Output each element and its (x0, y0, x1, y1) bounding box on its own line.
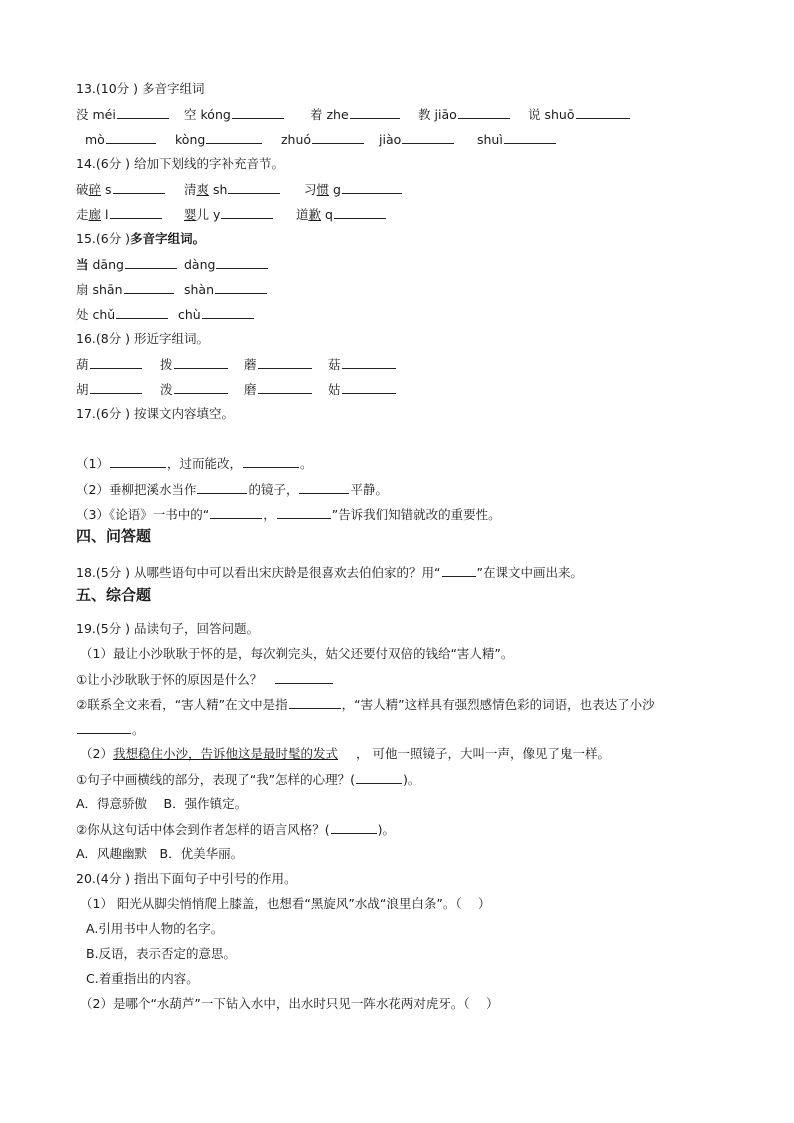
answer-blank[interactable] (299, 481, 349, 494)
answer-blank[interactable] (197, 481, 247, 494)
answer-blank[interactable] (206, 131, 262, 144)
answer-blank[interactable] (350, 106, 400, 119)
answer-blank[interactable] (174, 356, 228, 369)
q16-row2: 胡 泼 磨 姑 (76, 381, 412, 398)
answer-blank[interactable] (125, 256, 177, 269)
q14-heading: 14.(6分 ) 给加下划线的字补充音节。 (76, 156, 285, 171)
answer-blank[interactable] (331, 821, 377, 834)
answer-blank[interactable] (258, 381, 312, 394)
q17-line1: （1） ，过而能改， 。 (76, 456, 313, 471)
answer-blank[interactable] (277, 506, 331, 519)
answer-blank[interactable] (113, 181, 165, 194)
answer-blank[interactable] (90, 356, 142, 369)
answer-blank[interactable] (216, 256, 268, 269)
q13-item: mò (85, 131, 175, 148)
q13-row2 (85, 131, 567, 148)
q13-heading: 13.(10分 ) 多音字组词 (76, 81, 205, 96)
answer-blank[interactable] (221, 206, 273, 219)
q13-item: kòng (175, 131, 281, 148)
section-heading-5: 五、综合题 (76, 586, 152, 604)
answer-blank[interactable] (342, 181, 402, 194)
q14-item: 习惯 g (304, 181, 414, 198)
q20-heading: 20.(4分 ) 指出下面句子中引号的作用。 (76, 871, 297, 886)
q19-question1: ①让小沙耿耿于怀的原因是什么？ (76, 671, 334, 688)
answer-blank[interactable] (174, 381, 228, 394)
q13-row1 (76, 106, 638, 123)
answer-blank[interactable] (312, 131, 364, 144)
answer-blank[interactable] (232, 106, 284, 119)
answer-blank[interactable] (110, 455, 166, 468)
q16-heading: 16.(8分 ) 形近字组词。 (76, 331, 210, 346)
q13-item: 着 zhe (310, 106, 406, 123)
q19-question4: ②你从这句话中体会到作者怎样的语言风格？( )。 (76, 822, 395, 837)
section-heading-4: 四、问答题 (76, 527, 152, 545)
q13-item: zhuó (281, 131, 379, 148)
q14-item: 道歉 q (296, 206, 406, 223)
answer-blank[interactable] (576, 106, 630, 119)
q19-passage1: （1）最让小沙耿耿于怀的是，每次剃完头，姑父还要付双倍的钱给“害人精”。 (80, 646, 514, 661)
q14-item: 破碎 s (76, 181, 184, 198)
answer-blank[interactable] (124, 281, 174, 294)
answer-blank[interactable] (117, 106, 169, 119)
answer-blank[interactable] (342, 381, 396, 394)
answer-blank[interactable] (77, 721, 131, 734)
answer-blank[interactable] (402, 131, 454, 144)
q17-line2: （2）垂柳把溪水当作 的镜子， 平静。 (76, 482, 388, 497)
q13-item: 空 kóng (184, 106, 280, 123)
q20-sentence2: （2）是哪个“水葫芦”一下钻入水中，出水时只见一阵水花两对虎牙。（ ） (80, 996, 499, 1011)
q18-text: 18.(5分 ) 从哪些语句中可以看出宋庆龄是很喜欢去伯伯家的？用“ ”在课文中画出来。 (76, 565, 583, 580)
q14-item: 走廊 l (76, 206, 184, 223)
answer-blank[interactable] (342, 356, 396, 369)
q14-item: 清爽 sh (184, 181, 304, 198)
answer-blank[interactable] (458, 106, 510, 119)
q13-item: jiào (379, 131, 477, 148)
answer-blank[interactable] (106, 131, 156, 144)
q19-question2-cont: 。 (76, 721, 145, 738)
answer-blank[interactable] (334, 206, 386, 219)
q19-options1: A．得意骄傲 B．强作镇定。 (76, 796, 248, 811)
q13-item: 没 méi (76, 106, 172, 123)
answer-blank[interactable] (442, 564, 476, 577)
answer-blank[interactable] (356, 771, 402, 784)
q19-question3: ①句子中画横线的部分，表现了“我”怎样的心理？( )。 (76, 772, 421, 787)
answer-blank[interactable] (110, 206, 162, 219)
q17-line3: （3）《论语》一书中的“ ， ”告诉我们知错就改的重要性。 (76, 507, 501, 522)
answer-blank[interactable] (210, 506, 262, 519)
answer-blank[interactable] (504, 131, 556, 144)
answer-blank[interactable] (289, 696, 341, 709)
q17-heading: 17.(6分 ) 按课文内容填空。 (76, 406, 235, 421)
q13-item: 教 jiāo (418, 106, 518, 123)
answer-blank[interactable] (258, 356, 312, 369)
q20-option-c: C.着重指出的内容。 (86, 971, 199, 986)
answer-blank[interactable] (243, 455, 299, 468)
q15-row: 扇 shān shàn (76, 281, 284, 298)
q13-item: 说 shuō (528, 106, 638, 123)
q20-option-b: B.反语，表示否定的意思。 (86, 946, 237, 961)
q15-row: 处 chǔ chù (76, 306, 278, 323)
q14-item: 婴儿 y (184, 206, 296, 223)
q13-item: shuì (477, 131, 567, 148)
q14-row1 (76, 181, 414, 198)
answer-blank[interactable] (215, 281, 267, 294)
answer-blank[interactable] (202, 306, 254, 319)
q16-row1: 葫 拨 蘑 菇 (76, 356, 412, 373)
answer-blank[interactable] (228, 181, 280, 194)
answer-blank[interactable] (275, 671, 333, 684)
q20-sentence1: （1） 阳光从脚尖悄悄爬上膝盖，也想看“黑旋风”水战“浪里白条”。（ ） (80, 896, 491, 911)
q19-question2: ②联系全文来看，“害人精”在文中是指 ，“害人精”这样具有强烈感情色彩的词语，也表达了小沙 (76, 697, 655, 712)
q14-row2 (76, 206, 406, 223)
answer-blank[interactable] (116, 306, 168, 319)
q15-heading: 15.(6分 ) 多音字组词。 (76, 231, 206, 246)
q15-row: 当 dāng dàng (76, 256, 284, 273)
q19-options2: A．风趣幽默 B．优美华丽。 (76, 846, 244, 861)
q20-option-a: A.引用书中人物的名字。 (86, 921, 224, 936)
q19-heading: 19.(5分 ) 品读句子，回答问题。 (76, 621, 260, 636)
answer-blank[interactable] (90, 381, 142, 394)
q19-passage2: （2） 我想稳住小沙，告诉他这是最时髦的发式 ， 可他一照镜子，大叫一声，像见了鬼一样。 (80, 746, 610, 761)
